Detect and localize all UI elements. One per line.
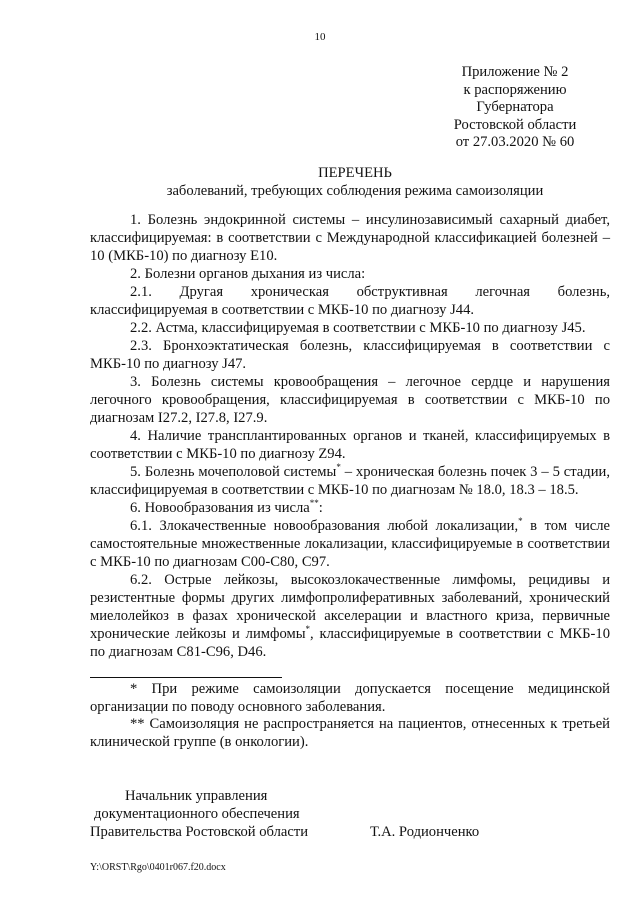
signatory-name: Т.А. Родионченко	[370, 824, 480, 840]
list-item	[90, 499, 610, 517]
disease-list	[90, 211, 610, 661]
appendix-line: Губернатора	[476, 99, 554, 115]
footnote-mark: *	[336, 462, 341, 473]
list-item	[90, 571, 610, 661]
signatory-position: документационного обеспечения	[94, 806, 300, 822]
appendix-line: от 27.03.2020 № 60	[455, 134, 575, 150]
list-item: 4. Наличие трансплантированных органов и тканей, классифицируемых в соответствии с МКБ-10 по диагнозу Z94.	[90, 428, 610, 462]
list-item: 2.3. Бронхоэктатическая болезнь, классифицируемая в соответствии с МКБ-10 по диагнозу J47.	[90, 338, 610, 372]
document-subtitle: заболеваний, требующих соблюдения режима самоизоляции	[166, 183, 544, 199]
list-item	[90, 517, 610, 571]
item-text: 6.2. Острые лейкозы, высокозлокачественные лимфомы, рецидивы и резистентные формы других лимфопролиферативных заболеваний, хронический миелолейкоз в фазах хронической акселерации и властного криза, первичные хронические лейкозы и лимфомы	[90, 572, 610, 642]
footnote: ** Самоизоляция не распространяется на пациентов, отнесенных к третьей клинической группе (в онкологии).	[90, 716, 610, 750]
footnote-mark: *	[518, 516, 523, 527]
item-text: 5. Болезнь мочеполовой системы	[130, 464, 337, 480]
list-item: 1. Болезнь эндокринной системы – инсулинозависимый сахарный диабет, классифицируемая: в соответствии с Международной классификацией болезней – 10 (МКБ-10) по диагнозу Е10.	[90, 212, 610, 264]
appendix-header	[440, 64, 590, 152]
list-item	[90, 463, 610, 499]
appendix-line: Ростовской области	[453, 116, 577, 133]
signature-block	[90, 787, 610, 841]
file-path: Y:\ORST\Rgo\0401r067.f20.docx	[90, 862, 226, 873]
list-item: 2.2. Астма, классифицируемая в соответствии с МКБ-10 по диагнозу J45.	[130, 320, 586, 336]
item-text: :	[318, 500, 323, 516]
footnote-divider	[90, 677, 282, 678]
footnote-mark: *	[305, 624, 311, 635]
footnotes	[90, 681, 610, 751]
list-item: 2.1. Другая хроническая обструктивная легочная болезнь, классифицируемая в соответствии с МКБ-10 по диагнозу J44.	[90, 284, 610, 318]
item-text: в том числе самостоятельные множественные локализации, классифицируемые в соответствии с МКБ-10 по диагнозам С00-С80, С97.	[90, 518, 610, 570]
footnote-mark: **	[309, 498, 319, 509]
item-text: 6.1. Злокачественные новообразования любой локализации,	[130, 518, 519, 534]
appendix-line: Приложение № 2	[461, 64, 569, 80]
list-item: 3. Болезнь системы кровообращения – легочное сердце и нарушения легочного кровообращения, классифицируемая в соответствии с МКБ-10 по диагнозам I27.2, I27.8, I27.9.	[90, 374, 610, 426]
list-item: 2. Болезни органов дыхания из числа:	[130, 266, 366, 282]
item-text: – хроническая болезнь почек 3 – 5 стадии, классифицируемая в соответствии с МКБ-10 по диагнозам № 18.0, 18.3 – 18.5.	[90, 464, 610, 498]
signatory-position: Правительства Ростовской области	[90, 824, 309, 840]
appendix-line: к распоряжению	[463, 81, 567, 98]
page-number: 10	[314, 31, 326, 43]
item-text: 6. Новообразования из числа	[130, 500, 310, 516]
signatory-position: Начальник управления	[125, 788, 268, 804]
footnote: * При режиме самоизоляции допускается посещение медицинской организации по поводу основного заболевания.	[90, 681, 610, 715]
item-text: , классифицируемые в соответствии с МКБ-10 по диагнозам С81-С96, D46.	[90, 626, 610, 660]
document-title-block	[0, 164, 640, 200]
document-title: ПЕРЕЧЕНЬ	[318, 165, 392, 181]
